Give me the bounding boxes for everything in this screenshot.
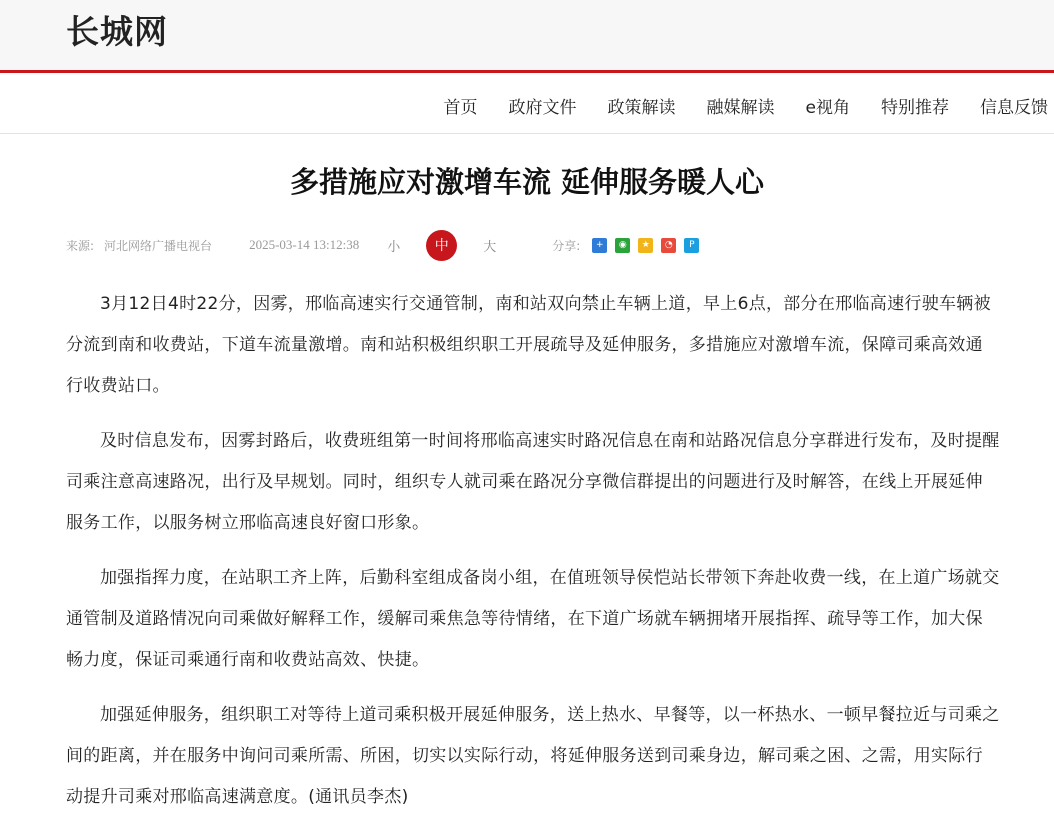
- article-paragraph: 及时信息发布，因雾封路后，收费班组第一时间将邢临高速实时路况信息在南和站路况信息分享群进行发布，及时提醒司乘注意高速路况，出行及早规划。同时，组织专人就司乘在路况分享微信群提出的问题进行及时解答，在线上开展延伸服务工作，以服务树立邢临高速良好窗口形象。: [66, 431, 1000, 533]
- nav-item-5[interactable]: 特别推荐: [881, 98, 949, 118]
- font-size-medium-button[interactable]: 中: [426, 230, 457, 261]
- article-meta: [66, 230, 966, 260]
- article-title: 多措施应对激增车流 延伸服务暖人心: [289, 165, 765, 199]
- source-name: 河北网络广播电视台: [104, 238, 213, 253]
- nav-item-1[interactable]: 政府文件: [508, 98, 577, 118]
- site-logo[interactable]: 长城网: [66, 12, 168, 51]
- share-tencent-icon[interactable]: P: [684, 238, 699, 253]
- nav-list: [413, 93, 1048, 118]
- nav-item-6[interactable]: 信息反馈: [980, 98, 1048, 118]
- share-wechat-icon[interactable]: ◉: [615, 238, 630, 253]
- font-size-small-button[interactable]: 小: [387, 239, 401, 255]
- nav-item-2[interactable]: 政策解读: [607, 98, 676, 118]
- share-label: 分享:: [552, 238, 581, 253]
- share-icons: [584, 238, 699, 253]
- main-nav: [0, 73, 1054, 134]
- article-paragraph: 3月12日4时22分，因雾，邢临高速实行交通管制，南和站双向禁止车辆上道，早上6点，部分在邢临高速行驶车辆被分流到南和收费站，下道车流量激增。南和站积极组织职工开展疏导及延伸服务，多措施应对激增车流，保障司乘高效通行收费站口。: [66, 294, 991, 396]
- publish-date: 2025-03-14 13:12:38: [249, 237, 360, 252]
- share-qzone-icon[interactable]: ★: [638, 238, 653, 253]
- site-header: [0, 0, 1054, 73]
- share-weibo-icon[interactable]: ◔: [661, 238, 676, 253]
- article-paragraph: 加强指挥力度，在站职工齐上阵，后勤科室组成备岗小组，在值班领导侯恺站长带领下奔赴收费一线，在上道广场就交通管制及道路情况向司乘做好解释工作，缓解司乘焦急等待情绪，在下道广场就车辆拥堵开展指挥、疏导等工作，加大保畅力度，保证司乘通行南和收费站高效、快捷。: [66, 568, 1000, 670]
- nav-item-4[interactable]: e视角: [805, 98, 850, 118]
- font-size-large-button[interactable]: 大: [483, 239, 497, 255]
- font-size-controls: [387, 230, 522, 261]
- article-body: [66, 284, 1000, 832]
- source-label: 来源:: [66, 238, 95, 253]
- nav-item-3[interactable]: 融媒解读: [706, 98, 775, 118]
- share-plus-icon[interactable]: +: [592, 238, 607, 253]
- article-paragraph: 加强延伸服务，组织职工对等待上道司乘积极开展延伸服务，送上热水、早餐等，以一杯热水、一顿早餐拉近与司乘之间的距离，并在服务中询问司乘所需、所困，切实以实际行动，将延伸服务送到司乘身边，解司乘之困、之需，用实际行动提升司乘对邢临高速满意度。(通讯员李杰): [66, 705, 1000, 807]
- nav-item-0[interactable]: 首页: [443, 98, 478, 118]
